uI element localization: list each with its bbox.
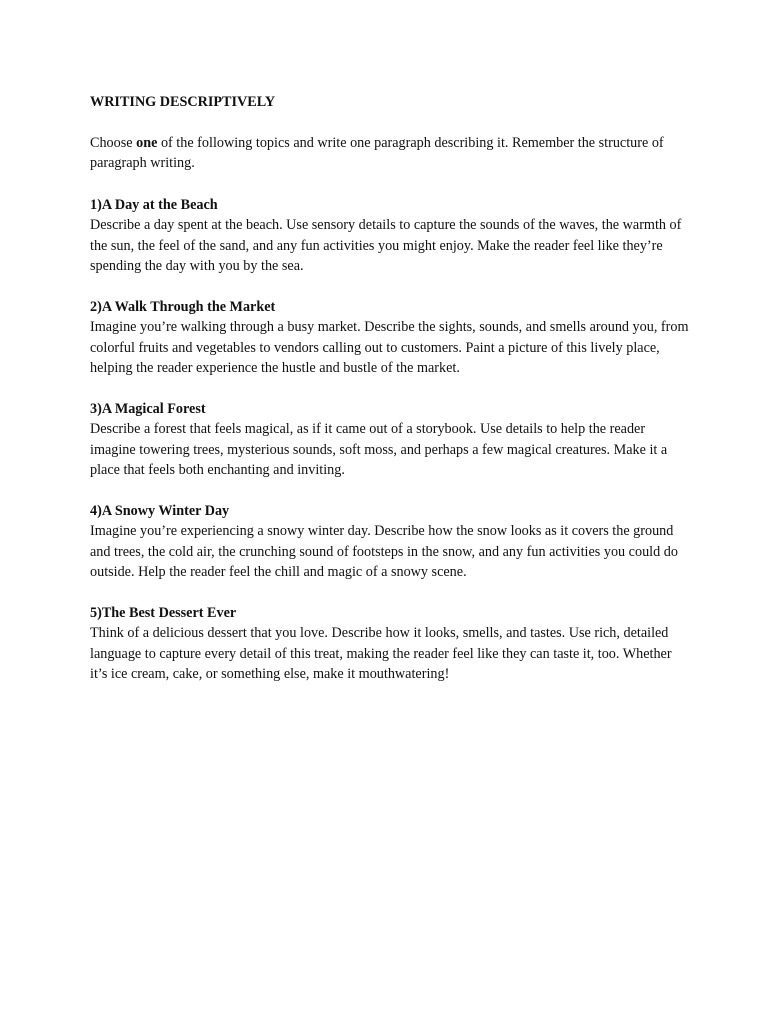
topic-body: Describe a day spent at the beach. Use sensory details to capture the sounds of the waves, the warmth of the sun, the feel of the sand, and any fun activities you might enjoy. Make the reader feel like they’re spending the day with you by the sea. [90, 217, 682, 274]
topic-body: Imagine you’re experiencing a snowy winter day. Describe how the snow looks as it covers the ground and trees, the cold air, the crunching sound of footsteps in the snow, and any fun activities you could do outside. Help the reader feel the chill and magic of a snowy scene. [90, 523, 678, 580]
topic-4 [90, 501, 690, 583]
topic-heading: 5)The Best Dessert Ever [90, 604, 237, 621]
topic-heading: 4)A Snowy Winter Day [90, 502, 230, 519]
intro-paragraph [90, 133, 690, 174]
topic-heading: 3)A Magical Forest [90, 400, 206, 417]
topic-body: Think of a delicious dessert that you love. Describe how it looks, smells, and tastes. Use rich, detailed language to capture every detail of this treat, making the reader feel like they can taste it, too. Whether it’s ice cream, cake, or something else, make it mouthwatering! [90, 625, 672, 682]
topic-1 [90, 195, 690, 277]
document-page [90, 92, 690, 705]
intro-text-before: Choose [90, 134, 137, 151]
intro-text-after: of the following topics and write one paragraph describing it. Remember the structure of paragraph writing. [90, 134, 664, 171]
topic-heading: 1)A Day at the Beach [90, 196, 218, 213]
topic-body: Imagine you’re walking through a busy market. Describe the sights, sounds, and smells around you, from colorful fruits and vegetables to vendors calling out to customers. Paint a picture of this lively place, helping the reader experience the hustle and bustle of the market. [90, 319, 689, 376]
document-title: WRITING DESCRIPTIVELY [90, 94, 276, 110]
topic-body: Describe a forest that feels magical, as if it came out of a storybook. Use details to help the reader imagine towering trees, mysterious sounds, soft moss, and perhaps a few magical creatures. Make it a place that feels both enchanting and inviting. [90, 421, 668, 478]
topic-2 [90, 297, 690, 379]
intro-emphasis: one [136, 134, 158, 151]
topic-heading: 2)A Walk Through the Market [90, 298, 276, 315]
topic-5 [90, 603, 690, 685]
topic-3 [90, 399, 690, 481]
